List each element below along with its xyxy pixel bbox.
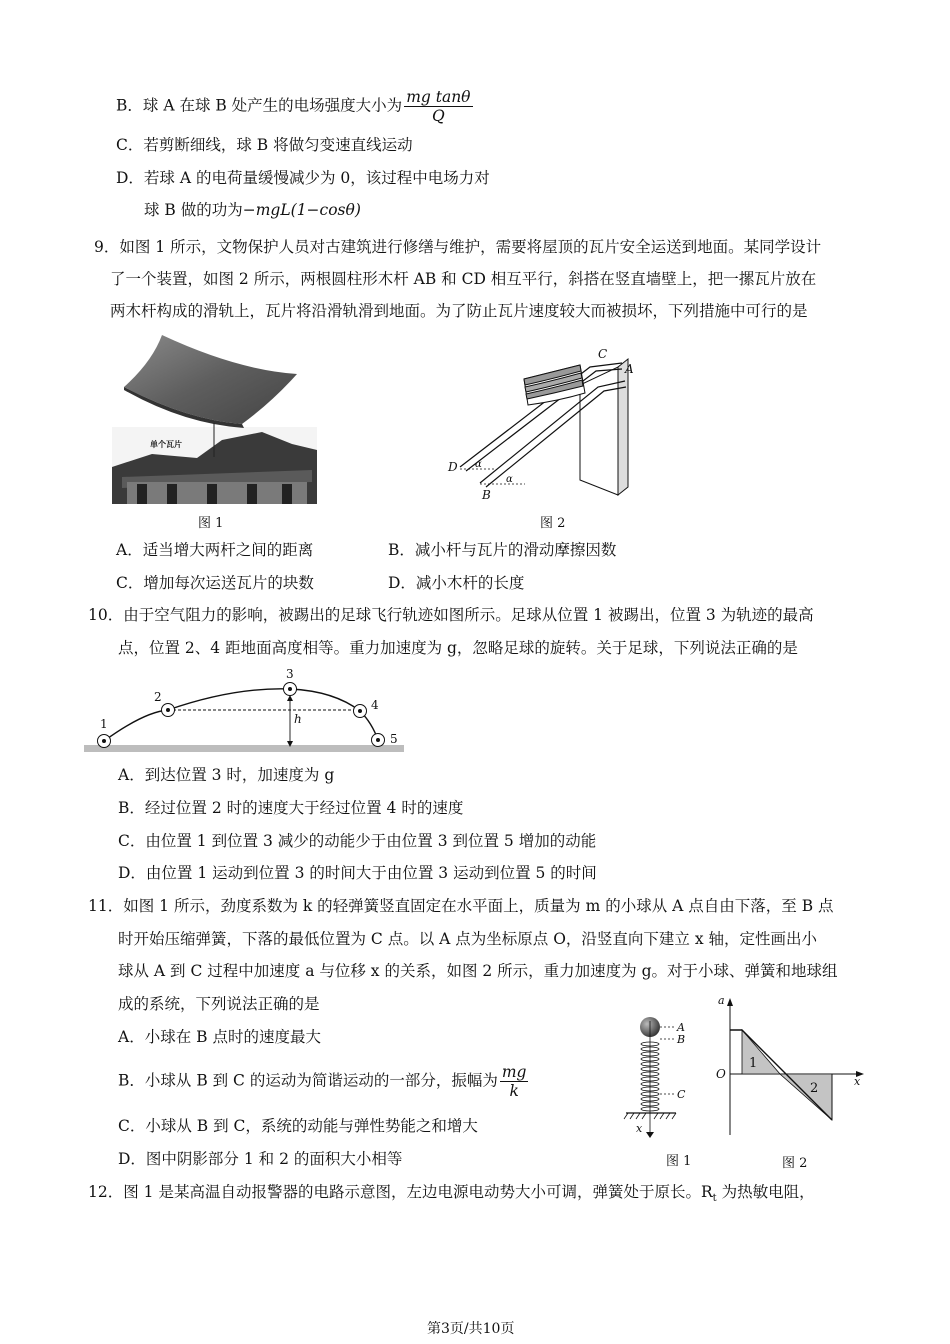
q9-figure2-caption: 图 2 bbox=[540, 516, 566, 531]
q8-option-c: C．若剪断细线，球 B 将做匀变速直线运动 bbox=[116, 136, 413, 154]
q10-stem-line2: 点，位置 2、4 距地面高度相等。重力加速度为 g，忽略足球的旋转。关于足球，下列说法正确的是 bbox=[118, 639, 798, 657]
q12-subscript: t bbox=[712, 1193, 717, 1205]
q11-stem-line3: 球从 A 到 C 过程中加速度 a 与位移 x 的关系，如图 2 所示，重力加速度为 g。对于小球、弹簧和地球组 bbox=[118, 962, 838, 980]
q10-option-a: A．到达位置 3 时，加速度为 g bbox=[118, 766, 335, 784]
q11-stem-line1: 11．如图 1 所示，劲度系数为 k 的轻弹簧竖直固定在水平面上，质量为 m 的小球从 A 点自由下落，至 B 点 bbox=[88, 897, 834, 915]
q8-option-b-text: B．球 A 在球 B 处产生的电场强度大小为 bbox=[116, 96, 403, 115]
q11-option-b-text: B．小球从 B 到 C 的运动为简谐运动的一部分，振幅为 bbox=[118, 1071, 498, 1090]
q11-figure2-ax-graph bbox=[712, 992, 866, 1138]
q11-figure2-axis-x: x bbox=[854, 1075, 861, 1088]
q9-stem-line2: 了一个装置，如图 2 所示，两根圆柱形木杆 AB 和 CD 相互平行，斜搭在竖直墙壁上，把一摞瓦片放在 bbox=[110, 270, 817, 288]
fraction-denominator: Q bbox=[432, 107, 445, 125]
q11-figure2-region-2: 2 bbox=[810, 1081, 819, 1096]
page-footer: 第3页/共10页 bbox=[427, 1321, 515, 1337]
q10-option-c: C．由位置 1 到位置 3 减少的动能少于由位置 3 到位置 5 增加的动能 bbox=[118, 832, 597, 850]
q8-option-b bbox=[116, 88, 475, 125]
q10-position-2: 2 bbox=[154, 690, 162, 704]
q8-option-d-cont-text: 球 B 做的功为 bbox=[144, 201, 243, 219]
fraction-numerator: mg tanθ bbox=[406, 88, 471, 106]
q8-option-d: D．若球 A 的电荷量缓慢减少为 0，该过程中电场力对 bbox=[116, 169, 490, 187]
q11-figure2-origin: O bbox=[716, 1067, 726, 1081]
q10-option-d: D．由位置 1 运动到位置 3 的时间大于由位置 3 运动到位置 5 的时间 bbox=[118, 864, 597, 882]
q11-stem-line2: 时开始压缩弹簧，下落的最低位置为 C 点。以 A 点为坐标原点 O，沿竖直向下建立 x 轴，定性画出小 bbox=[118, 930, 817, 948]
q10-stem-line1: 10．由于空气阻力的影响，被踢出的足球飞行轨迹如图所示。足球从位置 1 被踢出，位置 3 为轨迹的最高 bbox=[88, 606, 814, 624]
q11-figure1-label-b: B bbox=[677, 1033, 686, 1046]
q9-option-c: C．增加每次运送瓦片的块数 bbox=[116, 574, 314, 592]
q9-figure1-tile-photo bbox=[112, 332, 317, 504]
q9-stem-line1: 9．如图 1 所示，文物保护人员对古建筑进行修缮与维护，需要将屋顶的瓦片安全运送到地面。某同学设计 bbox=[94, 238, 822, 256]
fraction-numerator: mg bbox=[501, 1063, 527, 1081]
fraction-denominator: k bbox=[509, 1082, 519, 1100]
q9-figure1-caption: 图 1 bbox=[198, 516, 224, 531]
q9-figure2-alpha1: α bbox=[475, 459, 482, 470]
q10-football-trajectory bbox=[84, 667, 409, 757]
q9-figure2-alpha2: α bbox=[506, 474, 513, 485]
q11-option-d: D．图中阴影部分 1 和 2 的面积大小相等 bbox=[118, 1150, 403, 1168]
q11-figure1-label-c: C bbox=[677, 1088, 686, 1101]
q11-option-a: A．小球在 B 点时的速度最大 bbox=[118, 1028, 321, 1046]
q9-figure1-label: 单个瓦片 bbox=[150, 440, 182, 449]
q11-option-b-fraction bbox=[500, 1063, 529, 1100]
q11-figure2-region-1: 1 bbox=[749, 1056, 758, 1071]
q8-option-d-expression: −mgL(1−cosθ) bbox=[242, 201, 361, 219]
q9-figure2-label-d: D bbox=[448, 460, 458, 474]
ground bbox=[84, 745, 404, 752]
q8-option-b-fraction bbox=[404, 88, 472, 125]
q9-figure2-label-c: C bbox=[598, 347, 608, 361]
q9-option-b: B．减小杆与瓦片的滑动摩擦因数 bbox=[388, 541, 617, 559]
q11-figure1-label-a: A bbox=[677, 1021, 685, 1034]
q11-option-c: C．小球从 B 到 C，系统的动能与弹性势能之和增大 bbox=[118, 1117, 478, 1135]
q11-figure2-axis-a: a bbox=[718, 994, 725, 1007]
q12-stem-line1 bbox=[88, 1181, 815, 1210]
q9-figure2-label-a: A bbox=[625, 362, 634, 376]
q12-stem-tail: 为热敏电阻， bbox=[716, 1183, 815, 1201]
q11-figure2-caption: 图 2 bbox=[782, 1156, 808, 1171]
q9-stem-line3: 两木杆构成的滑轨上，瓦片将沿滑轨滑到地面。为了防止瓦片速度较大而被损坏，下列措施中可行的是 bbox=[110, 302, 808, 320]
q10-position-4: 4 bbox=[371, 698, 379, 712]
q10-position-3: 3 bbox=[286, 667, 294, 681]
q8-option-d-cont bbox=[144, 199, 361, 221]
q9-option-a: A．适当增大两杆之间的距离 bbox=[116, 541, 314, 559]
q10-position-1: 1 bbox=[100, 717, 108, 731]
q11-figure1-caption: 图 1 bbox=[666, 1154, 692, 1169]
q11-figure1-spring bbox=[618, 1016, 698, 1140]
q10-option-b: B．经过位置 2 时的速度大于经过位置 4 时的速度 bbox=[118, 799, 464, 817]
q10-height-label: h bbox=[294, 712, 302, 726]
q9-figure2-label-b: B bbox=[482, 488, 491, 502]
q11-figure1-label-x: x bbox=[636, 1122, 643, 1135]
q10-position-5: 5 bbox=[390, 732, 398, 746]
q9-option-d: D．减小木杆的长度 bbox=[388, 574, 525, 592]
q11-option-b bbox=[118, 1063, 530, 1100]
q12-stem-text: 12．图 1 是某高温自动报警器的电路示意图，左边电源电动势大小可调，弹簧处于原长。R bbox=[88, 1183, 713, 1201]
q11-stem-line4: 成的系统，下列说法正确的是 bbox=[118, 995, 320, 1013]
q9-figure2-rail-diagram bbox=[440, 345, 640, 500]
